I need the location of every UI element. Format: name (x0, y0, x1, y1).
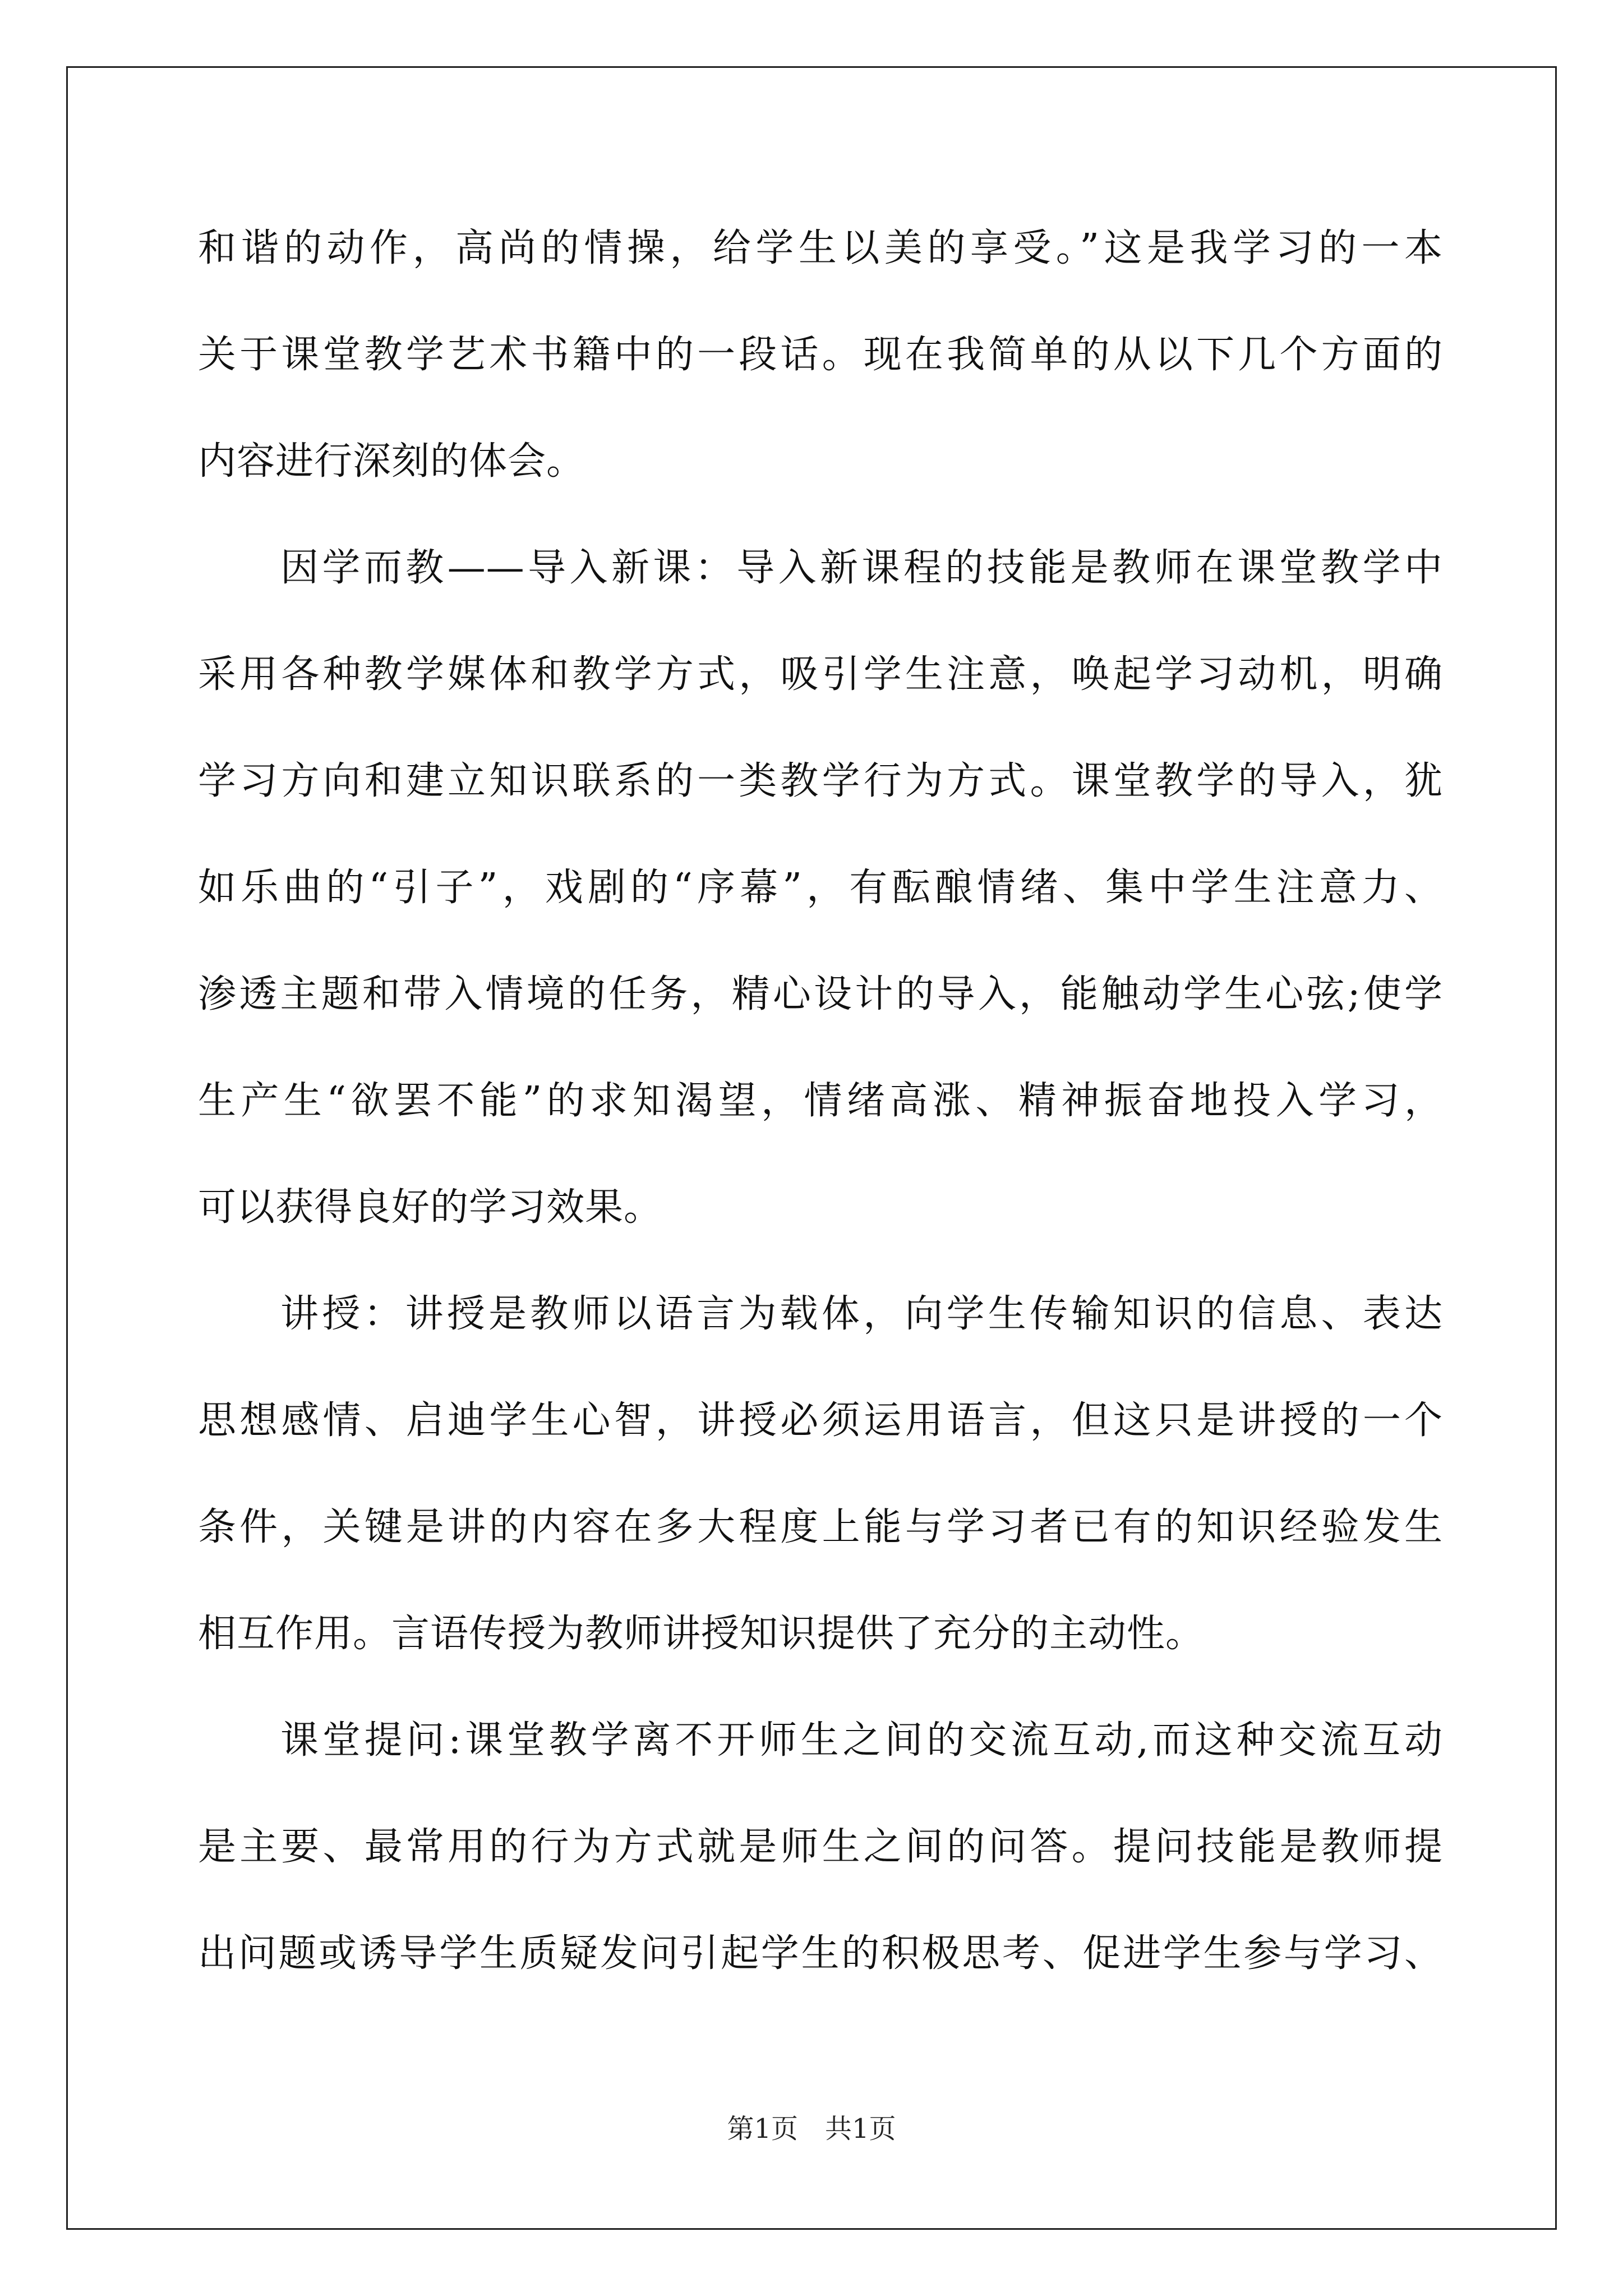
text-line: 讲授：讲授是教师以语言为载体，向学生传输知识的信息、表达 (280, 1292, 1443, 1336)
text-line: 相互作用。言语传授为教师讲授知识提供了充分的主动性。 (198, 1612, 1205, 1656)
text-line: 采用各种教学媒体和教学方式，吸引学生注意，唤起学习动机，明确 (198, 652, 1443, 697)
page-number-label: 第1页 共1页 (727, 2113, 896, 2145)
text-line: 思想感情、启迪学生心智，讲授必须运用语言，但这只是讲授的一个 (198, 1398, 1443, 1443)
text-line: 内容进行深刻的体会。 (198, 439, 585, 484)
page-footer (0, 2109, 1623, 2148)
text-line: 条件，关键是讲的内容在多大程度上能与学习者已有的知识经验发生 (198, 1505, 1443, 1549)
text-line: 关于课堂教学艺术书籍中的一段话。现在我简单的从以下几个方面的 (198, 333, 1443, 377)
text-line: 生产生“欲罢不能”的求知渴望，情绪高涨、精神振奋地投入学习， (198, 1079, 1443, 1123)
text-line: 渗透主题和带入情境的任务，精心设计的导入，能触动学生心弦;使学 (198, 972, 1443, 1016)
text-line: 因学而教——导入新课：导入新课程的技能是教师在课堂教学中 (280, 546, 1443, 590)
text-line: 学习方向和建立知识联系的一类教学行为方式。课堂教学的导入，犹 (198, 759, 1443, 803)
text-line: 可以获得良好的学习效果。 (198, 1185, 663, 1230)
page-border (66, 66, 1557, 2230)
text-line: 出问题或诱导学生质疑发问引起学生的积极思考、促进学生参与学习、 (198, 1931, 1443, 1976)
text-line: 是主要、最常用的行为方式就是师生之间的问答。提问技能是教师提 (198, 1825, 1443, 1869)
text-line: 和谐的动作，高尚的情操，给学生以美的享受。”这是我学习的一本 (198, 226, 1443, 270)
text-line: 如乐曲的“引子”，戏剧的“序幕”，有酝酿情绪、集中学生注意力、 (198, 866, 1443, 910)
text-line: 课堂提问:课堂教学离不开师生之间的交流互动,而这种交流互动 (280, 1718, 1443, 1763)
